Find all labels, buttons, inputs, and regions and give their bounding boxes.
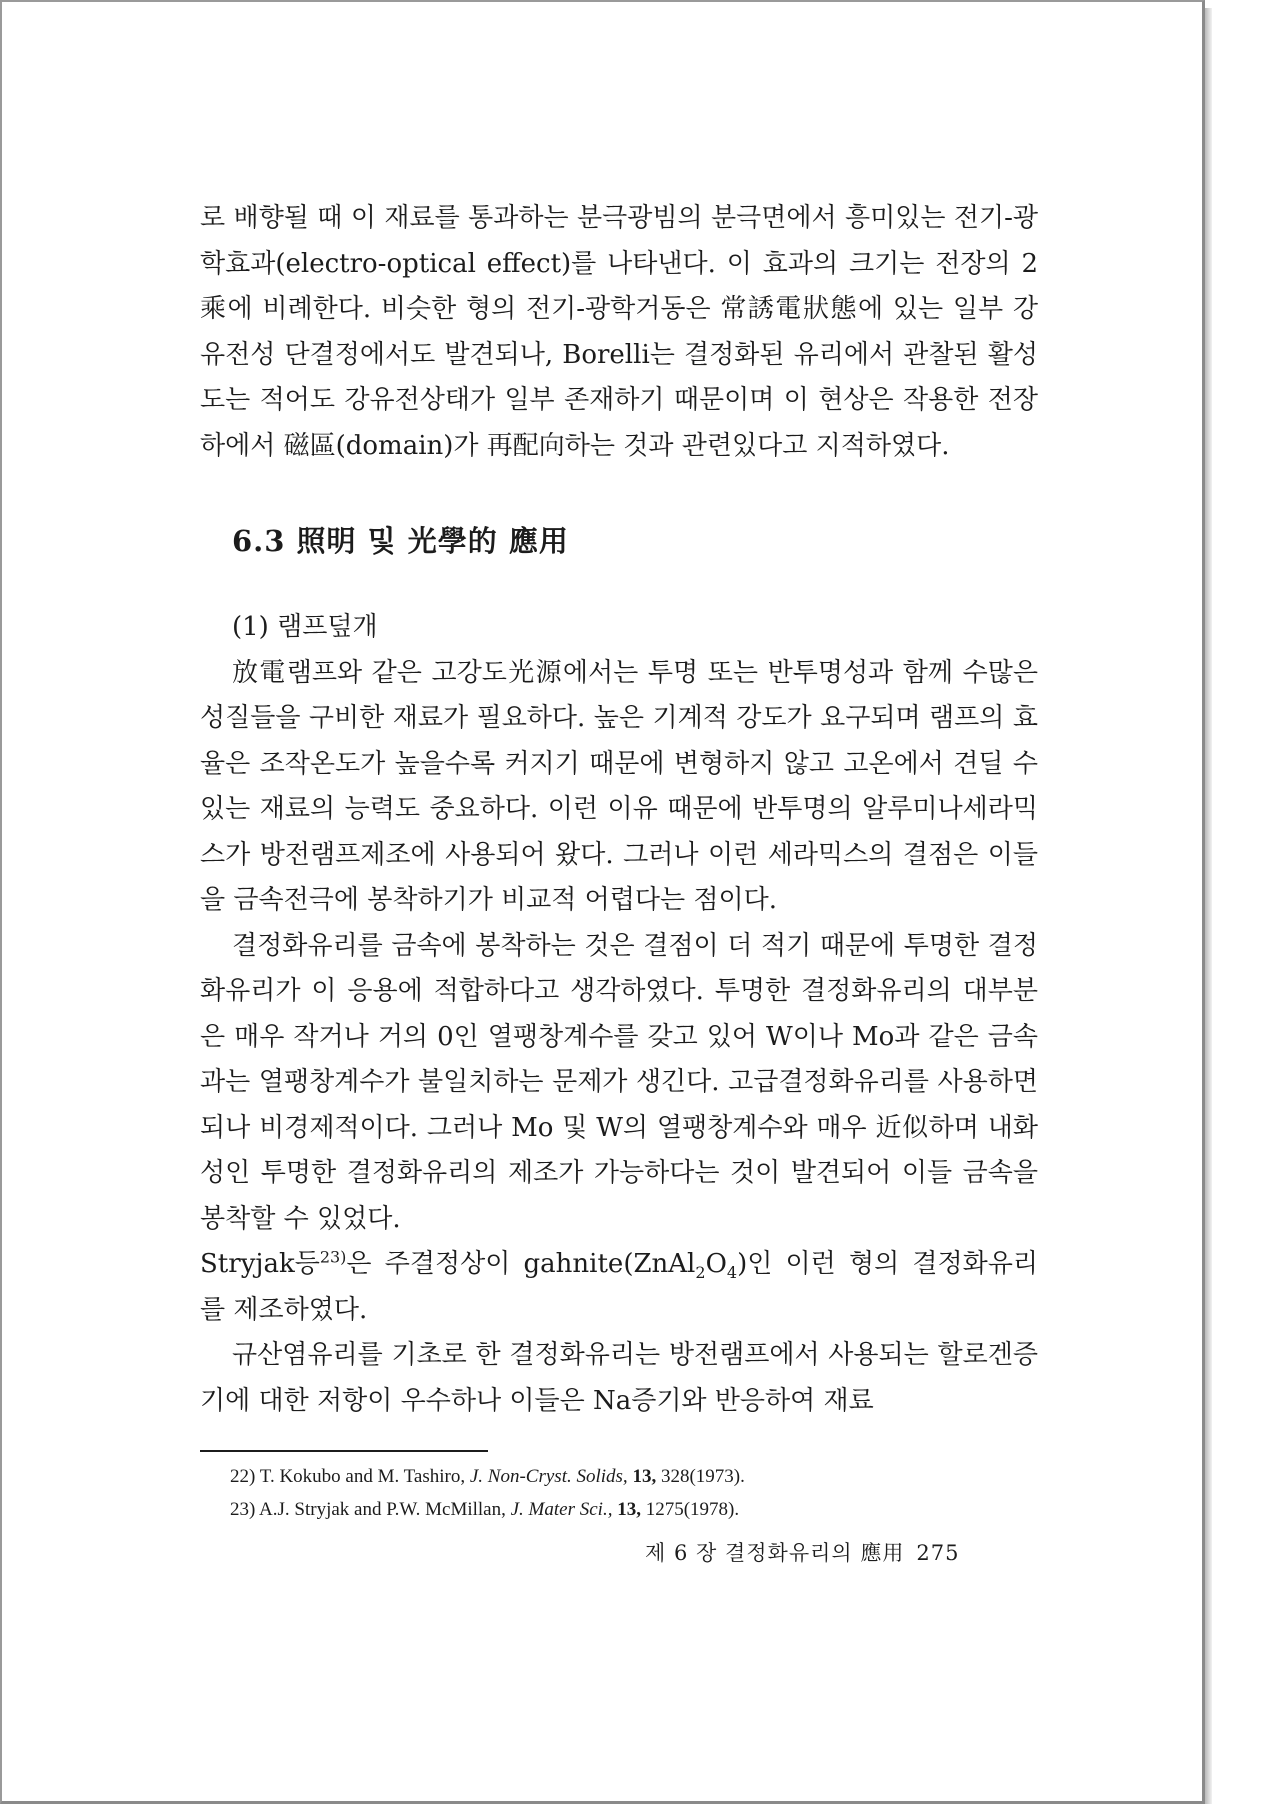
footnote-journal: J. Mater Sci., (510, 1499, 613, 1520)
footnote-rule (200, 1450, 488, 1452)
footnote-pages: 328(1973). (660, 1466, 745, 1487)
subsection-heading: (1) 램프덮개 (232, 612, 378, 642)
subscript: 4 (726, 1263, 738, 1283)
text-run: )인 이런 형의 결정화유리를 제조하였다. (200, 1249, 1038, 1325)
body-paragraph-4: 규산염유리를 기초로 한 결정화유리는 방전램프에서 사용되는 할로겐증기에 대한 저항이 우수하나 이들은 Na증기와 반응하여 재료 (200, 1340, 1038, 1416)
footnote-volume: 13, (632, 1466, 657, 1487)
footnote-authors: T. Kokubo and M. Tashiro, (259, 1466, 466, 1487)
body-paragraph-2: 放電램프와 같은 고강도光源에서는 투명 또는 반투명성과 함께 수많은 성질들을 구비한 재료가 필요하다. 높은 기계적 강도가 요구되며 램프의 효율은 조작온도가 높을수록 커지기 때문에 변형하지 않고 고온에서 견딜 수 있는 재료의 능력도 중요하다. 이런 이유 때문에 반투명의 알루미나세라믹스가 방전램프제조에 사용되어 왔다. 그러나 이런 세라믹스의 결점은 이들을 금속전극에 봉착하기가 비교적 어렵다는 점이다. (200, 657, 1038, 915)
footnote-number: 22) (230, 1466, 256, 1487)
subscript: 2 (695, 1263, 706, 1283)
footnote-authors: A.J. Stryjak and P.W. McMillan, (259, 1499, 506, 1520)
body-paragraph-3-continued (200, 1242, 1038, 1333)
footnote-volume: 13, (617, 1499, 641, 1520)
chapter-title: 제 6 장 결정화유리의 應用 (645, 1541, 905, 1565)
footnote-23 (230, 1493, 1038, 1526)
page-edge-shadow (1205, 8, 1212, 1804)
text-run: O (705, 1249, 727, 1279)
text-run: 은 주결정상이 gahnite(ZnAl (346, 1249, 696, 1279)
reference-marker: 23) (319, 1247, 347, 1267)
body-paragraph-1: 로 배향될 때 이 재료를 통과하는 분극광빔의 분극면에서 흥미있는 전기-광학효과(electro-optical effect)를 나타낸다. 이 효과의 크기는 전장의 2乘에 비례한다. 비슷한 형의 전기-광학거동은 常誘電狀態에 있는 일부 강유전성 단결정에서도 발견되나, Borelli는 결정화된 유리에서 관찰된 활성도는 적어도 강유전상태가 일부 존재하기 때문이며 이 현상은 작용한 전장하에서 磁區(domain)가 再配向하는 것과 관련있다고 지적하였다. (200, 203, 1038, 461)
section-heading: 6.3 照明 및 光學的 應用 (232, 524, 569, 558)
text-run: Stryjak등 (200, 1249, 320, 1279)
page-content (200, 196, 1038, 1526)
footnote-22 (230, 1460, 1038, 1493)
body-paragraph-3: 결정화유리를 금속에 봉착하는 것은 결점이 더 적기 때문에 투명한 결정화유리가 이 응용에 적합하다고 생각하였다. 투명한 결정화유리의 대부분은 매우 작거나 거의 0인 열팽창계수를 갖고 있어 W이나 Mo과 같은 금속과는 열팽창계수가 불일치하는 문제가 생긴다. 고급결정화유리를 사용하면 되나 비경제적이다. 그러나 Mo 및 W의 열팽창계수와 매우 近似하며 내화성인 투명한 결정화유리의 제조가 가능하다는 것이 발견되어 이들 금속을 봉착할 수 있었다. (200, 930, 1038, 1234)
footnote-journal: J. Non-Cryst. Solids, (469, 1466, 628, 1487)
page-number: 275 (916, 1541, 960, 1565)
footnote-number: 23) (230, 1499, 256, 1520)
footnote-pages: 1275(1978). (645, 1499, 740, 1520)
running-footer (645, 1537, 959, 1567)
